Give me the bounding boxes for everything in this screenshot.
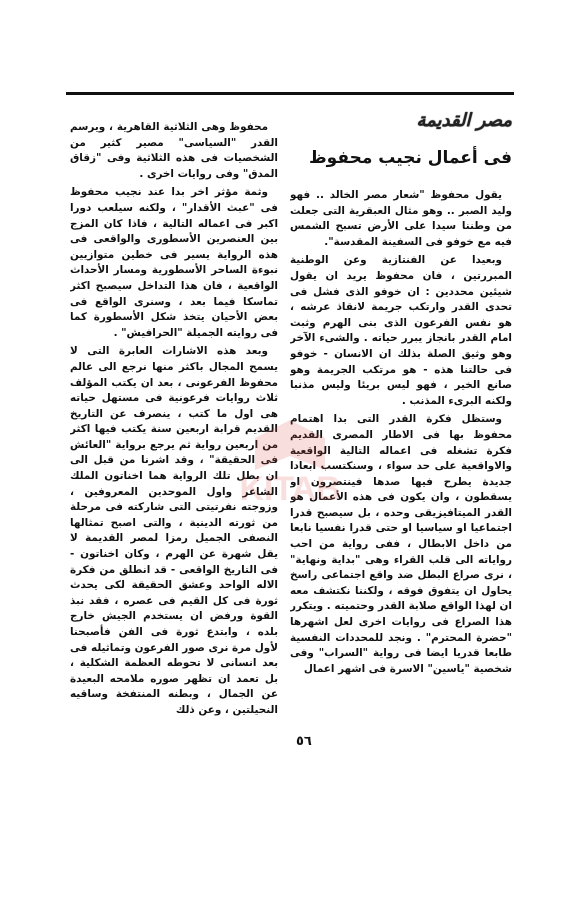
paragraph: محفوظ وهى الثلاثية القاهرية ، ويرسم القدر "السياسى" مصير كثير من الشخصيات فى هذه الثلاثية وفى "زقاق المدق" وفى روايات اخرى .: [70, 121, 278, 180]
left-text-column: [70, 120, 278, 780]
article-header: [290, 110, 512, 184]
paragraph: وبعيدا عن الفنتازية وعن الوطنية المبررتين ، فان محفوظ يريد ان يقول شيئين محددين : ان خوفو الذى فشل فى تحدى القدر وارتكب جريمة لانقاذ عرشه ، هو نفس الفرعون الذى بنى الهرم وثبت امام القدر بانجاز يبرر حياته . والشىء الآخر وهو وثيق الصلة بذلك ان الانسان - خوفو فى حالتنا هذه - هو مرتكب الجريمة وهو صانع الخير ، فهو ليس بريئا وليس مذنبا ولكنه البرىء المذنب .: [290, 254, 512, 407]
article-title: فى أعمال نجيب محفوظ: [309, 148, 512, 168]
paragraph: وثمة مؤثر اخر بدا عند نجيب محفوظ فى "عبث الأقدار" ، ولكنه سيلعب دورا اكبر فى اعماله التالية ، فاذا كان المزج بين العنصرين الأسطورى والواقعى فى هذه الرواية يسير فى خطين متوازيين نبوءة الساحر الأسطورية ومسار الأحداث الواقعية ، فان هذا التداخل سيصبح اكثر تماسكا فيما بعد ، وسنرى الواقع فى بعض الأحيان يتخذ شكل الأسطورة كما فى روايته الجميلة "الحرافيش" .: [70, 186, 278, 339]
paragraph: يقول محفوظ "شعار مصر الخالد .. فهو وليد الصبر .. وهو مثال العبقرية التى جعلت من وطننا سيدا على الأرض تسبح الشمس فيه مع خوفو فى السفينة المقدسة".: [290, 189, 512, 248]
watermark-text: KITAB: [239, 470, 341, 508]
top-divider-rule: [66, 92, 514, 95]
section-title: مصر القديمة: [416, 110, 512, 131]
page-number: ٥٦: [296, 734, 312, 749]
paragraph: وبعد هذه الاشارات العابرة التى لا يسمح المجال باكثر منها نرجع الى عالم محفوظ الفرعونى ، بعد ان يكتب المؤلف ثلاث روايات فرعونية فى مستهل حياته هى اول ما كتب ، ينصرف عن التاريخ القديم قرابة اربعين سنة يكتب فيها اكثر من اربعين رواية ثم يرجع برواية "العائش فى الحقيقة" ، وقد اشرنا من قبل الى ان بطل تلك الرواية هما اخناتون الملك الشاعر واول الموحدين المعروفين ، وزوجته نفرتيتى التى شاركته فى مرحلة من ثورته الدينية ، والتى اصبح تمثالها النصفى الجميل رمزا لمصر القديمة لا يقل شهرة عن الهرم ، وكان اخناتون - فى التاريخ الواقعى - قد انطلق من فكرة الاله الواحد وعشق الحقيقة لكى يحدث ثورة فى كل القيم فى عصره ، فقد نبذ القوة ورفض ان يستخدم الجيش خارج بلده ، وابتدع ثورة فى الفن فأصبحنا لأول مرة نرى صور الفرعون وتماثيله فى بعد انسانى لا تحوطه العظمة الشكلية ، بل تعمد ان تظهر صوره ملامحه البعيدة عن الجمال ، وبطنه المنتفخة وساقيه النحيلتين ، وعن ذلك: [70, 345, 278, 716]
paragraph: وستظل فكرة القدر التى بدا اهتمام محفوظ بها فى الاطار المصرى القديم فكرة تشغله فى اعماله التالية الواقعية والاواقعية على حد سواء ، وسنكتسب ابعادا جديدة يطرح فيها صدها فينتصرون او يسقطون ، وان يكون فى هذه الأعمال هو القدر الميتافيزيقى وحده ، بل سيصبح قدرا اجتماعيا او سياسيا او حتى قدرا نفسيا نابعا من داخل الابطال ، ففى رواية من احب رواياته الى قلب القراء وهى "بداية ونهاية" ، نرى صراع البطل ضد واقع اجتماعى راسخ يحاول ان يتفوق فوقه ، ولكننا نكتشف معه ان لهذا الواقع صلابة القدر وحتميته . ويتكرر هذا الصراع فى روايات اخرى لعل اشهرها "حضرة المحترم" . ونجد للمحددات النفسية طابعا قدريا ايضا فى رواية "السراب" وفى شخصية "ياسين" الاسرة فى اشهر اعمال: [290, 413, 512, 675]
right-text-column: [290, 188, 512, 728]
